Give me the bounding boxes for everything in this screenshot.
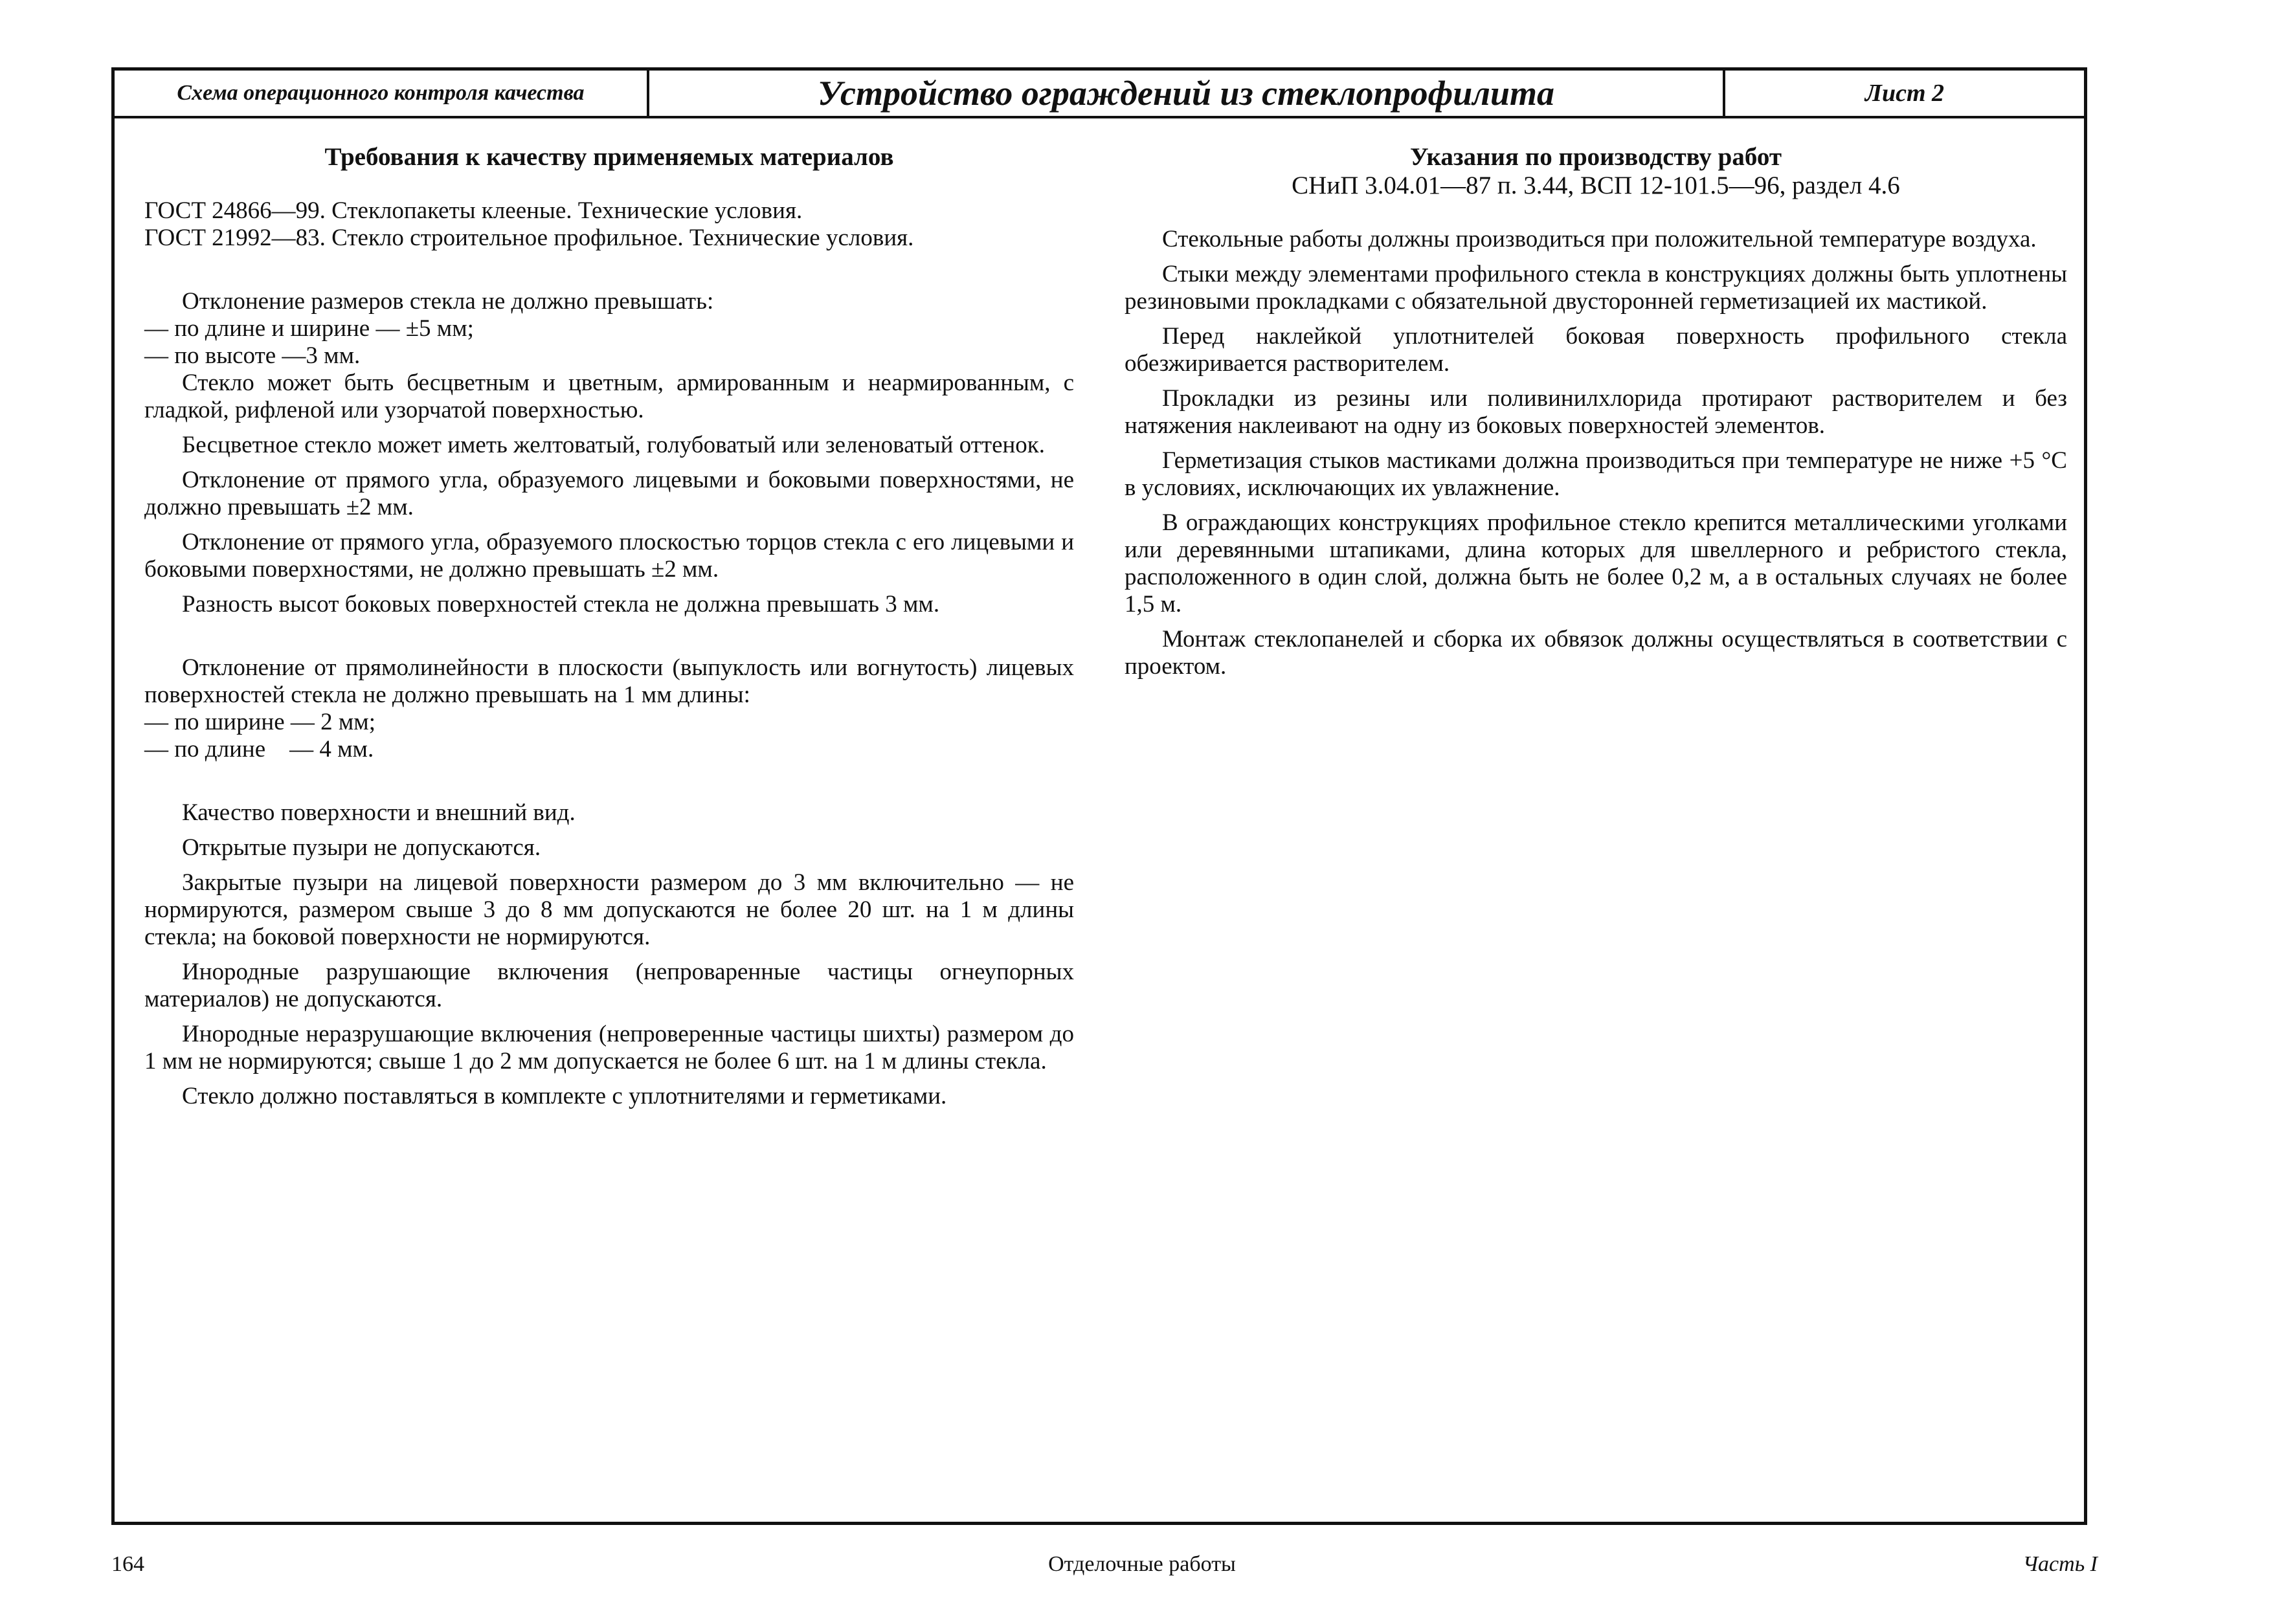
left-heading: Требования к качеству применяемых материалов — [324, 143, 894, 171]
right-subheading: СНиП 3.04.01—87 п. 3.44, ВСП 12-101.5—96, раздел 4.6 — [1292, 172, 1900, 199]
gost-1: ГОСТ 24866—99. Стеклопакеты клееные. Технические условия. — [144, 197, 803, 224]
paragraph: Закрытые пузыри на лицевой поверхности размером до 3 мм включительно — не нормируются, размером свыше 3 до 8 мм допускаются не более 20 шт. на 1 м длины стекла; на боковой поверхности не нормируются. — [144, 869, 1074, 950]
header-table — [115, 71, 2084, 118]
paragraph: Инородные разрушающие включения (непроваренные частицы огнеупорных материалов) не допускаются. — [144, 959, 1074, 1012]
paragraph: Стекольные работы должны производиться при положительной температуре воздуха. — [1162, 226, 2037, 252]
paragraph: Качество поверхности и внешний вид. — [182, 799, 576, 826]
list-item: — по длине — 4 мм. — [144, 736, 374, 762]
paragraph: Перед наклейкой уплотнителей боковая поверхность профильного стекла обезжиривается растворителем. — [1125, 323, 2067, 377]
paragraph: Бесцветное стекло может иметь желтоватый, голубоватый или зеленоватый оттенок. — [182, 432, 1046, 458]
list-item: — по ширине — 2 мм; — [144, 709, 375, 735]
part-label: Часть I — [2022, 1552, 2098, 1576]
deviation-intro: Отклонение размеров стекла не должно превышать: — [182, 288, 714, 315]
deviation-item: — по длине и ширине — ±5 мм; — [144, 315, 474, 342]
paragraph: Отклонение от прямого угла, образуемого лицевыми и боковыми поверхностями, не должно превышать ±2 мм. — [144, 467, 1074, 520]
paragraph: В ограждающих конструкциях профильное стекло крепится металлическими уголками или деревянными штапиками, длина которых для швеллерного и ребристого стекла, расположенного в один слой, должна быть не более 0,2 м, а в остальных случаях не более 1,5 м. — [1125, 509, 2067, 617]
section-name: Отделочные работы — [1048, 1552, 1236, 1576]
paragraph: Разность высот боковых поверхностей стекла не должна превышать 3 мм. — [182, 591, 940, 617]
paragraph: Стыки между элементами профильного стекла в конструкциях должны быть уплотнены резиновыми прокладками с обязательной двусторонней герметизацией их мастикой. — [1125, 261, 2067, 315]
header-sheet: Лист 2 — [1864, 80, 1945, 107]
right-heading: Указания по производству работ — [1410, 143, 1782, 171]
paragraph: Прокладки из резины или поливинилхлорида протирают растворителем и без натяжения наклеивают на одну из боковых поверхностей элементов. — [1125, 385, 2067, 439]
paragraph: Открытые пузыри не допускаются. — [182, 834, 541, 861]
paragraph: Отклонение от прямолинейности в плоскости (выпуклость или вогнутость) лицевых поверхностей стекла не должно превышать на 1 мм длины: — [144, 654, 1074, 708]
gost-2: ГОСТ 21992—83. Стекло строительное профильное. Технические условия. — [144, 225, 914, 251]
page-number: 164 — [111, 1552, 144, 1576]
header-scheme: Схема операционного контроля качества — [115, 71, 649, 116]
paragraph: Монтаж стеклопанелей и сборка их обвязок должны осуществляться в соответствии с проектом. — [1125, 626, 2067, 680]
paragraph: Инородные неразрушающие включения (непроверенные частицы шихты) размером до 1 мм не нормируются; свыше 1 до 2 мм допускается не более 6 шт. на 1 м длины стекла. — [144, 1021, 1074, 1074]
left-column — [144, 143, 1074, 1110]
paragraph: Стекло должно поставляться в комплекте с уплотнителями и герметиками. — [182, 1083, 947, 1109]
paragraph: Герметизация стыков мастиками должна производиться при температуре не ниже +5 °С в условиях, исключающих их увлажнение. — [1125, 447, 2067, 501]
deviation-item: — по высоте —3 мм. — [144, 342, 361, 369]
header-title: Устройство ограждений из стеклопрофилита — [649, 71, 1725, 116]
right-column — [1125, 143, 2067, 680]
paragraph: Отклонение от прямого угла, образуемого плоскостью торцов стекла с его лицевыми и боковыми поверхностями, не должно превышать ±2 мм. — [144, 529, 1074, 583]
paragraph: Стекло может быть бесцветным и цветным, армированным и неармированным, с гладкой, рифленой или узорчатой поверхностью. — [144, 370, 1074, 423]
page-frame — [111, 67, 2087, 1525]
